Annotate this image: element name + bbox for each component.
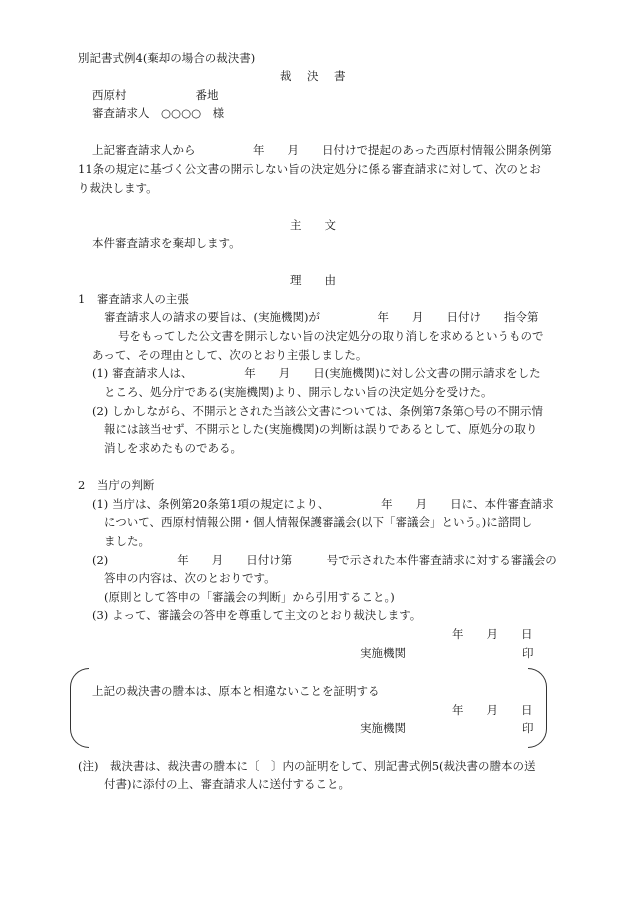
section-2-item-1: ました。 xyxy=(104,534,150,548)
section-1-item-1: (1) 審査請求人は、 年 月 日(実施機関)に対し公文書の開示請求をした xyxy=(92,366,541,380)
document-title: 裁 決 書 xyxy=(280,69,348,83)
certification-seal: 印 xyxy=(522,721,534,735)
bracket-left xyxy=(70,668,89,748)
signature-agency: 実施機関 xyxy=(360,646,406,660)
section-1-item-2: (2) しかしながら、不開示とされた当該公文書については、条例第7条第○号の不開示情 xyxy=(92,404,544,418)
signature-seal: 印 xyxy=(522,646,534,660)
reasons-heading: 理 由 xyxy=(290,273,336,287)
section-2-item-2: (原則として答申の「審議会の判断」から引用すること。) xyxy=(104,590,395,604)
section-1-line: あって、その理由として、次のとおり主張しました。 xyxy=(92,348,368,362)
main-text: 本件審査請求を棄却します。 xyxy=(92,236,241,250)
section-1-line: 審査請求人の請求の要旨は、(実施機関)が 年 月 日付け 指令第 xyxy=(104,310,539,324)
section-1-line: 号をもってした公文書を開示しない旨の決定処分の取り消しを求めるというもので xyxy=(118,329,544,343)
section-2-title: 2 当庁の判断 xyxy=(78,478,155,492)
recipient: 審査請求人 ○○○○ 様 xyxy=(92,106,225,120)
section-2-item-2: 答申の内容は、次のとおりです。 xyxy=(104,571,276,585)
note-line: (注) 裁決書は、裁決書の謄本に〔 〕内の証明をして、別記書式例5(裁決書の謄本の送 xyxy=(78,759,536,773)
note-line: 付書)に添付の上、審査請求人に送付すること。 xyxy=(104,777,350,791)
intro-line: 11条の規定に基づく公文書の開示しない旨の決定処分に係る審査請求に対して、次のとお xyxy=(78,162,541,176)
intro-line: 上記審査請求人から 年 月 日付けで提起のあった西原村情報公開条例第 xyxy=(92,143,552,157)
section-1-title: 1 審査請求人の主張 xyxy=(78,292,189,306)
section-1-item-2: 消しを求めたものである。 xyxy=(104,441,242,455)
section-2-item-3: (3) よって、審議会の答申を尊重して主文のとおり裁決します。 xyxy=(92,608,422,622)
intro-line: り裁決します。 xyxy=(78,181,158,195)
section-1-item-1: ところ、処分庁である(実施機関)より、開示しない旨の決定処分を受けた。 xyxy=(104,385,493,399)
signature-date: 年 月 日 xyxy=(452,627,533,641)
certification-date: 年 月 日 xyxy=(452,703,533,717)
section-2-item-1: (1) 当庁は、条例第20条第1項の規定により、 年 月 日に、本件審査請求 xyxy=(92,497,554,511)
section-2-item-2: (2) 年 月 日付け第 号で示された本件審査請求に対する審議会の xyxy=(92,553,557,567)
certification-agency: 実施機関 xyxy=(360,721,406,735)
section-2-item-1: について、西原村情報公開・個人情報保護審議会(以下「審議会」という。)に諮問し xyxy=(104,515,533,529)
address: 西原村 番地 xyxy=(92,88,219,102)
main-heading: 主 文 xyxy=(290,218,336,232)
certification-text: 上記の裁決書の謄本は、原本と相違ないことを証明する xyxy=(92,684,380,698)
section-1-item-2: 報には該当せず、不開示とした(実施機関)の判断は誤りであるとして、原処分の取り xyxy=(104,422,538,436)
form-title: 別記書式例4(棄却の場合の裁決書) xyxy=(78,51,256,65)
